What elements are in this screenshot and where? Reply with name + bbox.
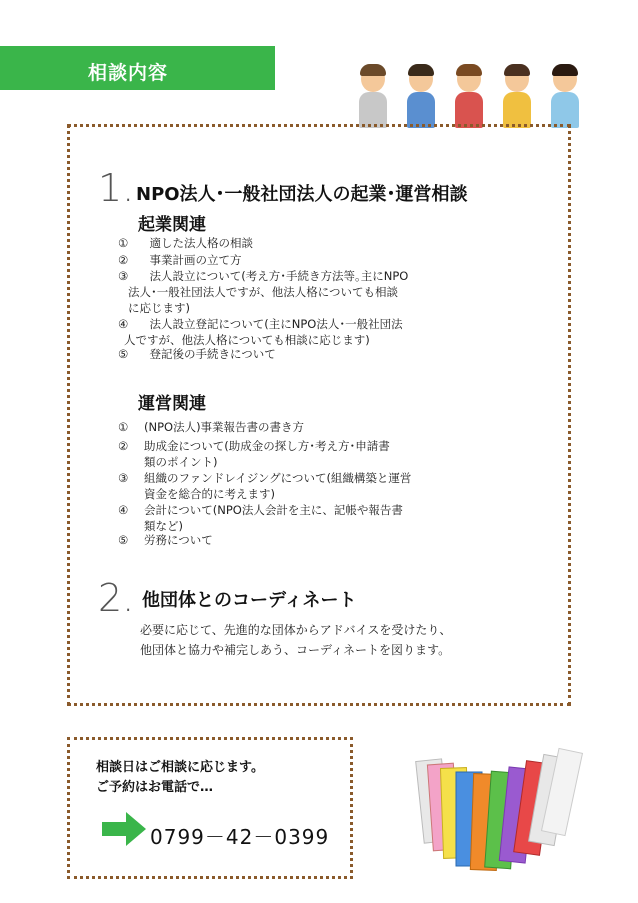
arrow-right-icon [102,812,146,846]
section-title: 他団体とのコーディネート [142,590,357,611]
list-item: ② 事業計画の立て方 [118,253,242,267]
section-title: NPO法人･一般社団法人の起業･運営相談 [136,184,468,205]
subsection-title: 起業関連 [138,215,206,235]
list-item: ③ 法人設立について(考え方･手続き方法等｡主にNPO 法人･一般社団法人ですが、他法人格についても相談 に応じます) [118,269,409,315]
list-item: ⑤ 登記後の手続きについて [118,347,276,361]
people-illustration [356,62,586,128]
person-figure [500,64,534,128]
subsection-title: 運営関連 [138,394,206,414]
section-paragraph-line: 他団体と協力や補完しあう、コーディネートを図ります。 [140,643,451,657]
person-figure [356,64,390,128]
page-title: 相談内容 [88,62,169,84]
list-item: ② 助成金について(助成金の探し方･考え方･申請書 類のポイント) [118,439,390,469]
list-item: ① 適した法人格の相談 [118,236,253,250]
phone-number: 0799－42－0399 [150,825,330,849]
section-number: 2. [98,576,135,620]
list-item: ⑤ 労務について [118,533,213,547]
list-item: ④ 法人設立登記について(主にNPO法人･一般社団法 人ですが、他法人格についても相談に応じます) [118,317,403,347]
section-paragraph-line: 必要に応じて、先進的な団体からアドバイスを受けたり、 [140,623,452,637]
person-figure [548,64,582,128]
person-figure [452,64,486,128]
list-item: ④ 会計について(NPO法人会計を主に、記帳や報告書 類など) [118,503,403,533]
section-number: 1. [98,166,135,210]
contact-note: ご予約はお電話で… [96,780,214,795]
list-item: ③ 組織のファンドレイジングについて(組織構築と運営 資金を総合的に考えます) [118,471,412,501]
folders-illustration [408,742,588,882]
contact-note: 相談日はご相談に応じます。 [96,760,264,775]
list-item: ① (NPO法人)事業報告書の書き方 [118,420,305,434]
person-figure [404,64,438,128]
